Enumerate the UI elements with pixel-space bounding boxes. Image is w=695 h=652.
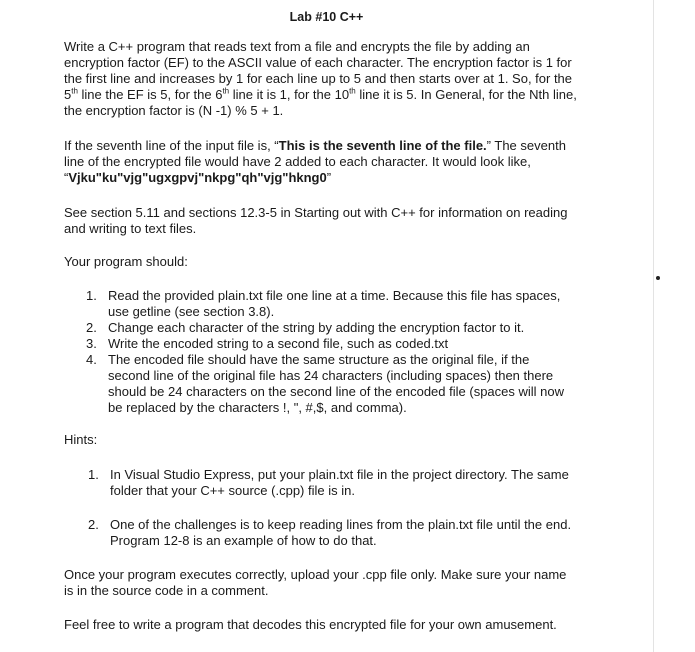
- list-item: [88, 517, 576, 549]
- list-number: 1.: [88, 467, 99, 482]
- list-item-text: Change each character of the string by adding the encryption factor to it.: [108, 320, 525, 335]
- list-item: [86, 288, 566, 320]
- intro-text-d: line it is 5. In General, for the Nth line, the encryption factor is (N -1) % 5 + 1.: [64, 87, 577, 118]
- list-number: 1.: [86, 288, 97, 303]
- upload-paragraph: Once your program executes correctly, upload your .cpp file only. Make sure your name is in the source code in a comment.: [64, 567, 567, 598]
- example-text-c: ”: [326, 170, 332, 185]
- page-title: Lab #10 C++: [289, 10, 364, 24]
- ordinal-suffix: th: [222, 86, 230, 96]
- list-item-text: Read the provided plain.txt file one line at a time. Because this file has spaces, use getline (see section 3.8).: [108, 288, 561, 319]
- list-number: 2.: [88, 517, 99, 532]
- reference-paragraph: See section 5.11 and sections 12.3-5 in Starting out with C++ for information on reading and writing to text files.: [64, 205, 568, 236]
- hints-heading: Hints:: [64, 432, 98, 447]
- example-input-line: This is the seventh line of the file.: [278, 138, 487, 153]
- intro-text-a: Write a C++ program that reads text from a file and encrypts the file by adding an encryption factor (EF) to the ASCII value of each character. The encryption factor is 1 for the first line and increases by 1 for each line up to 5 and then starts over at 1. So, for the 5: [64, 39, 573, 102]
- list-item-text: The encoded file should have the same structure as the original file, if the second line of the original file has 24 characters (including spaces) then there should be 24 characters on the second line of the encoded file (spaces will now be replaced by the characters !, ", #,$, and comma).: [108, 352, 565, 415]
- list-item: [88, 467, 576, 499]
- list-number: 4.: [86, 352, 97, 367]
- intro-text-c: line it is 1, for the 10: [229, 87, 350, 102]
- bullet-dot: [656, 276, 660, 280]
- example-text-a: If the seventh line of the input file is, “: [64, 138, 279, 153]
- intro-text-b: line the EF is 5, for the 6: [77, 87, 223, 102]
- hints-list-continued: [88, 517, 576, 549]
- example-paragraph: [64, 138, 579, 186]
- list-item-text: One of the challenges is to keep reading lines from the plain.txt file until the end. Program 12-8 is an example of how to do that.: [110, 517, 572, 548]
- list-item-text: Write the encoded string to a second file, such as coded.txt: [108, 336, 449, 351]
- example-encoded-line: Vjku"ku"vjg"ugxgpvj"nkpg"qh"vjg"hkng0: [68, 170, 327, 185]
- list-item: [86, 352, 566, 416]
- ordinal-suffix: th: [71, 86, 78, 96]
- list-number: 3.: [86, 336, 97, 351]
- should-heading: Your program should:: [64, 254, 188, 269]
- closing-paragraph: Feel free to write a program that decodes this encrypted file for your own amusement.: [64, 617, 557, 632]
- example-text-b: ” The seventh line of the encrypted file would have 2 added to each character. It would look like, “: [64, 138, 566, 185]
- steps-list: [86, 288, 566, 416]
- right-margin-gutter: [653, 0, 695, 652]
- list-item-text: In Visual Studio Express, put your plain.txt file in the project directory. The same folder that your C++ source (.cpp) file is in.: [110, 467, 569, 498]
- list-item: [86, 320, 566, 336]
- list-number: 2.: [86, 320, 97, 335]
- list-item: [86, 336, 566, 352]
- intro-paragraph: [64, 39, 579, 119]
- hints-list: [88, 467, 576, 499]
- ordinal-suffix: th: [349, 86, 356, 96]
